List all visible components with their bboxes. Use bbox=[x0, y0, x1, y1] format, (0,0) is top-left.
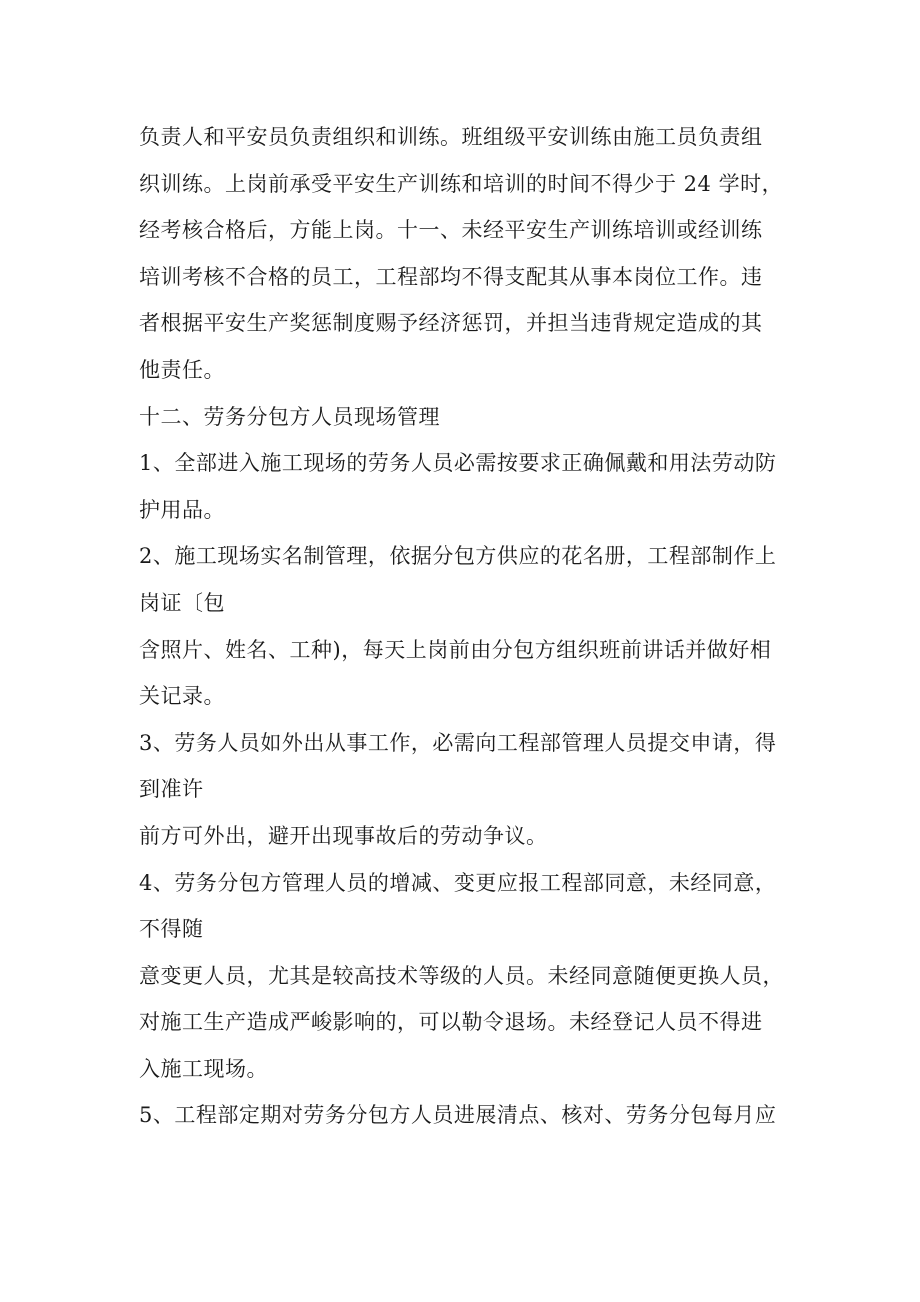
text-line: 经考核合格后，方能上岗。十一、未经平安生产训练培训或经训练 bbox=[139, 218, 763, 243]
text-line: 岗证〔包 bbox=[139, 590, 225, 615]
text-line: 负责人和平安员负责组织和训练。班组级平安训练由施工员负责组 bbox=[139, 125, 763, 149]
text-line: 关记录。 bbox=[139, 684, 225, 709]
text-line: 者根据平安生产奖惩制度赐予经济惩罚，并担当违背规定造成的其 bbox=[139, 311, 763, 336]
text-line: 护用品。 bbox=[139, 497, 225, 522]
text-line: 含照片、姓名、工种)，每天上岗前由分包方组织班前讲话并做好相 bbox=[139, 637, 772, 662]
text-line: 培训考核不合格的员工，工程部均不得支配其从事本岗位工作。违 bbox=[139, 264, 763, 289]
text-line: 对施工生产造成严峻影响的，可以勒令退场。未经登记人员不得进 bbox=[139, 1010, 763, 1035]
text-line: 意变更人员，尤其是较高技术等级的人员。未经同意随便更换人员， bbox=[139, 963, 784, 988]
text-line: 5、工程部定期对劳务分包方人员进展清点、核对、劳务分包每月应 bbox=[139, 1103, 777, 1128]
text-line: 1、全部进入施工现场的劳务人员必需按要求正确佩戴和用法劳动防 bbox=[139, 451, 777, 476]
text-line: 到准许 bbox=[139, 777, 204, 802]
text-line: 2、施工现场实名制管理，依据分包方供应的花名册，工程部制作上 bbox=[139, 544, 777, 569]
text-line: 3、劳务人员如外出从事工作，必需向工程部管理人员提交申请，得 bbox=[139, 730, 777, 755]
text-line: 入施工现场。 bbox=[139, 1056, 268, 1081]
text-line: 不得随 bbox=[139, 917, 204, 942]
text-line: 织训练。上岗前承受平安生产训练和培训的时间不得少于 24 学时， bbox=[139, 171, 784, 196]
section-heading: 十二、劳务分包方人员现场管理 bbox=[139, 404, 440, 429]
text-line: 他责任。 bbox=[139, 357, 225, 382]
document-body bbox=[139, 114, 789, 1139]
text-line: 4、劳务分包方管理人员的增减、变更应报工程部同意，未经同意， bbox=[139, 870, 777, 895]
text-line: 前方可外出，避开出现事故后的劳动争议。 bbox=[139, 823, 548, 848]
